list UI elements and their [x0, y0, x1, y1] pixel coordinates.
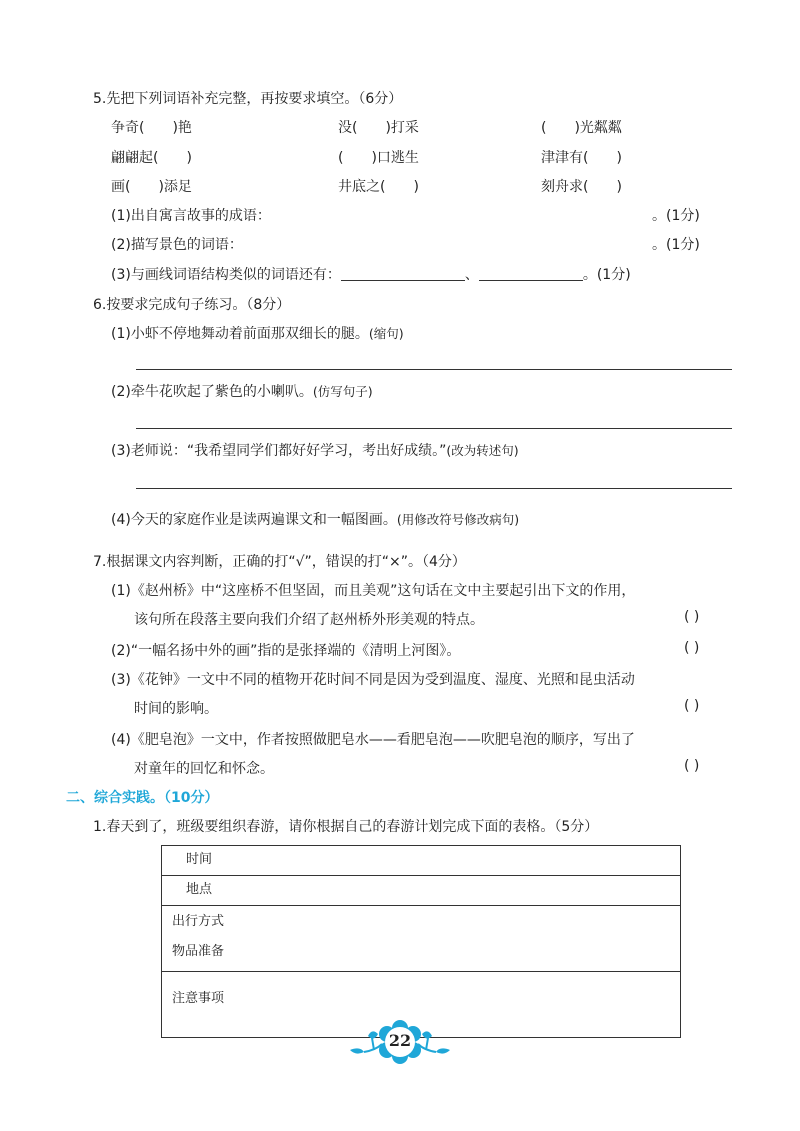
idiom-fill-item — [338, 176, 419, 196]
q7-item-1-line1: (1)《赵州桥》中“这座桥不但坚固，而且美观”这句话在文中主要起引出下文的作用， — [111, 583, 636, 599]
place-label: 地点 — [186, 882, 213, 897]
table-row — [162, 846, 681, 876]
q5-item-3 — [111, 264, 631, 284]
idiom-part: )打采 — [385, 120, 419, 136]
idiom-part: ) — [413, 179, 419, 195]
judge-answer-box[interactable]: ( ) — [684, 640, 700, 656]
q6-item-3 — [111, 440, 519, 460]
idiom-part: ) — [186, 150, 192, 166]
q6-item-1-text: (1)小虾不停地舞动着前面那双细长的腿。 — [111, 326, 369, 342]
idiom-part: ( — [338, 150, 344, 166]
q5-item-3-text: (3)与画线词语结构类似的词语还有： — [111, 267, 341, 283]
idiom-fill-item — [541, 117, 622, 137]
q6-title: 6.按要求完成句子练习。（8分） — [93, 297, 291, 313]
idiom-part: )光粼粼 — [574, 120, 622, 136]
q5-item-1-score: 。(1分) — [652, 208, 700, 224]
section-2-title: 二、综合实践。（10分） — [66, 790, 219, 806]
idiom-part: 翩翩起( — [111, 150, 159, 166]
idiom-part: )艳 — [172, 120, 192, 136]
q6-item-3-hint: (改为转述句) — [446, 443, 519, 458]
q5-title: 5.先把下列词语补充完整，再按要求填空。（6分） — [93, 91, 403, 107]
q5-item-3-score: 。(1分) — [582, 267, 631, 283]
idiom-part: ) — [616, 179, 622, 195]
q7-item-3-line1: (3)《花钟》一文中不同的植物开花时间不同是因为受到温度、湿度、光照和昆虫活动 — [111, 672, 635, 688]
idiom-fill-item — [338, 117, 419, 137]
q7-item-4-line2: 对童年的回忆和怀念。 — [134, 761, 274, 777]
spring-trip-plan-table — [161, 845, 681, 1038]
idiom-part: 津津有( — [541, 150, 589, 166]
q5-item-2-text: (2)描写景色的词语： — [111, 237, 243, 253]
q7-item-2-line1: (2)“一幅名扬中外的画”指的是张择端的《清明上河图》。 — [111, 643, 461, 659]
items-label: 物品准备 — [172, 944, 225, 959]
table-cell-place[interactable] — [162, 876, 681, 906]
idiom-part: 争奇( — [111, 120, 145, 136]
q6-item-2 — [111, 381, 373, 401]
q7-item-4-line1: (4)《肥皂泡》一文中，作者按照做肥皂水——看肥皂泡——吹肥皂泡的顺序，写出了 — [111, 732, 635, 748]
q6-item-1-hint: (缩句) — [368, 326, 404, 341]
q7-item-1-line2: 该句所在段落主要向我们介绍了赵州桥外形美观的特点。 — [134, 612, 484, 628]
travel-label: 出行方式 — [172, 914, 225, 929]
idiom-part: ( — [541, 120, 547, 136]
q6-item-4-text: (4)今天的家庭作业是读两遍课文和一幅图画。 — [111, 512, 397, 528]
q6-item-2-hint: (仿写句子) — [312, 384, 373, 399]
q6-item-3-text: (3)老师说：“我希望同学们都好好学习，考出好成绩。” — [111, 443, 447, 459]
idiom-part: 井底之( — [338, 179, 386, 195]
judge-answer-box[interactable]: ( ) — [684, 698, 700, 714]
q5-item-2 — [111, 234, 243, 254]
answer-line[interactable] — [136, 488, 732, 489]
page-number-ornament — [342, 1020, 458, 1064]
idiom-part: )添足 — [158, 179, 192, 195]
q7-item-3-line2: 时间的影响。 — [134, 701, 218, 717]
table-row — [162, 876, 681, 906]
answer-line[interactable] — [136, 369, 732, 370]
answer-blank[interactable] — [479, 266, 583, 281]
idiom-part: 刻舟求( — [541, 179, 589, 195]
answer-line[interactable] — [136, 428, 732, 429]
idiom-fill-item — [338, 147, 419, 167]
table-cell-time[interactable] — [162, 846, 681, 876]
idiom-fill-item — [541, 176, 622, 196]
idiom-fill-item — [111, 147, 192, 167]
q5-item-2-score: 。(1分) — [652, 237, 700, 253]
idiom-part: )口逃生 — [371, 150, 419, 166]
table-row — [162, 906, 681, 972]
answer-blank[interactable] — [341, 266, 465, 281]
q7-title: 7.根据课文内容判断，正确的打“√”，错误的打“×”。（4分） — [93, 554, 466, 570]
idiom-fill-item — [541, 147, 622, 167]
idiom-fill-item — [111, 117, 192, 137]
q5-item-1 — [111, 205, 271, 225]
judge-answer-box[interactable]: ( ) — [684, 609, 700, 625]
q6-item-4-hint: (用修改符号修改病句) — [396, 512, 520, 527]
q6-item-1 — [111, 323, 404, 343]
page-number: 22 — [388, 1031, 412, 1050]
q6-item-4 — [111, 509, 519, 529]
section-2-q1-title: 1.春天到了，班级要组织春游，请你根据自己的春游计划完成下面的表格。（5分） — [93, 819, 599, 835]
idiom-fill-item — [111, 176, 192, 196]
q6-item-2-text: (2)牵牛花吹起了紫色的小喇叭。 — [111, 384, 313, 400]
q5-item-1-text: (1)出自寓言故事的成语： — [111, 208, 271, 224]
q5-item-3-sep: 、 — [464, 267, 479, 283]
idiom-part: ) — [616, 150, 622, 166]
idiom-part: 没( — [338, 120, 358, 136]
time-label: 时间 — [186, 852, 213, 867]
notes-label: 注意事项 — [172, 991, 225, 1006]
idiom-part: 画( — [111, 179, 131, 195]
table-cell-travel-items[interactable] — [162, 906, 681, 972]
judge-answer-box[interactable]: ( ) — [684, 758, 700, 774]
